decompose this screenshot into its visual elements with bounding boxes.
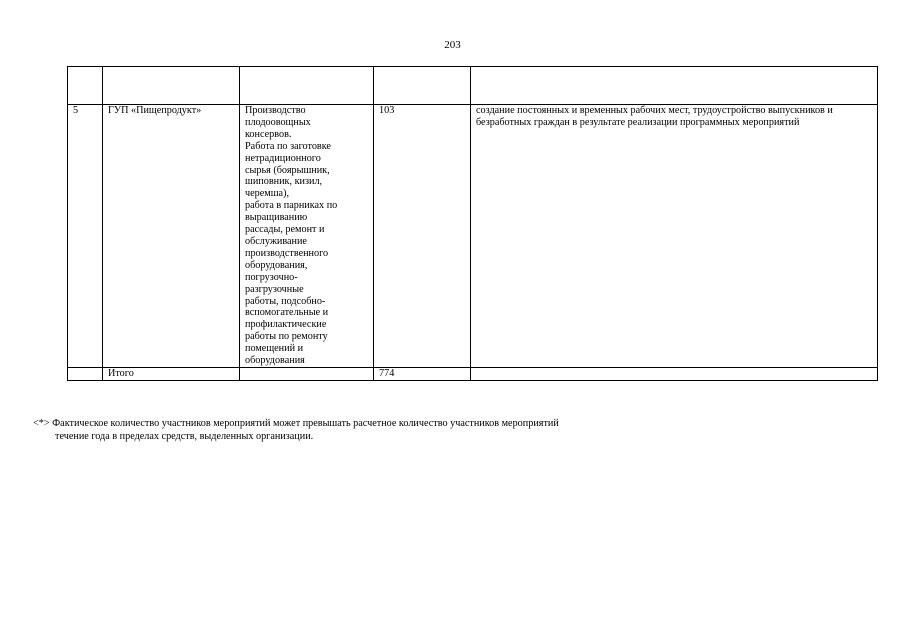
- header-cell-number: [68, 67, 103, 105]
- header-cell-result: [471, 67, 878, 105]
- row-activities: Производство плодоовощных консервов. Работа по заготовке нетрадиционного сырья (боярышник, шиповник, кизил, черемша), работа в парниках по выращиванию рассады, ремонт и обслуживание производственного оборудования, погрузочно- разгрузочные работы, подсобно- вспомогательные и профилактические работы по ремонту помещений и оборудования: [240, 105, 374, 368]
- page-number: 203: [444, 39, 461, 51]
- row-result: создание постоянных и временных рабочих мест, трудоустройство выпускников и безработных граждан в результате реализации программных мероприятий: [471, 105, 878, 368]
- total-label: Итого: [103, 367, 240, 380]
- footnote: [33, 418, 559, 443]
- total-cell-empty: [471, 367, 878, 380]
- header-cell-organization: [103, 67, 240, 105]
- total-row: [68, 367, 878, 380]
- total-cell-empty: [68, 367, 103, 380]
- row-number: 5: [68, 105, 103, 368]
- header-cell-participants: [374, 67, 471, 105]
- table-header-row: [68, 67, 878, 105]
- row-participants: 103: [374, 105, 471, 368]
- footnote-line-1: <*> Фактическое количество участников мероприятий может превышать расчетное количество участников мероприятий: [33, 418, 559, 429]
- header-cell-activities: [240, 67, 374, 105]
- row-organization: ГУП «Пищепродукт»: [103, 105, 240, 368]
- total-value: 774: [374, 367, 471, 380]
- participants-table: [67, 66, 878, 381]
- table-row: [68, 105, 878, 368]
- total-cell-empty: [240, 367, 374, 380]
- footnote-line-2: течение года в пределах средств, выделенных организации.: [55, 430, 314, 442]
